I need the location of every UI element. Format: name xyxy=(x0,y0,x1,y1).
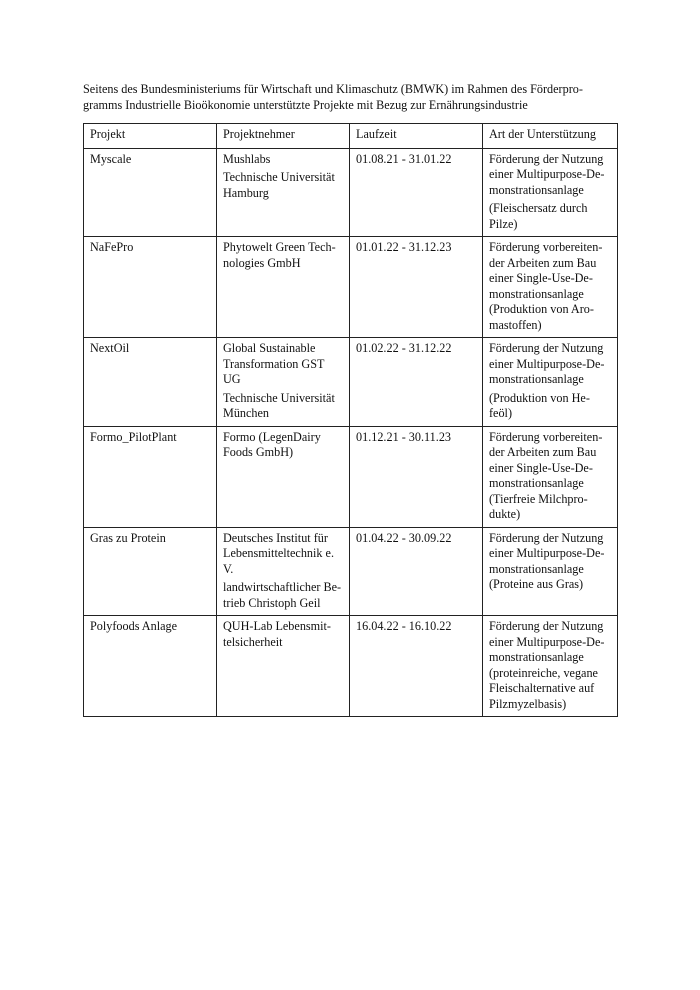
cell-text-line: Deutsches Institut für xyxy=(223,530,328,545)
cell-projektnehmer xyxy=(217,338,350,427)
table-row xyxy=(84,426,618,527)
cell-projektnehmer xyxy=(217,527,350,616)
cell-text-line: Hamburg xyxy=(223,185,269,200)
cell-text-line: der Arbeiten zum Bau xyxy=(489,255,597,270)
cell-text-line: Pilze) xyxy=(489,216,518,231)
cell-art-der-unterstuetzung xyxy=(483,426,618,527)
cell-text-line: monstrationsanlage xyxy=(489,561,584,576)
cell-text-line: einer Single-Use-De- xyxy=(489,271,593,285)
cell-text-line: Pilzmyzelbasis) xyxy=(489,696,567,711)
cell-projekt: NextOil xyxy=(84,338,217,427)
table-row xyxy=(84,148,618,237)
intro-line-1: Seitens des Bundesministeriums für Wirtschaft und Klimaschutz (BMWK) im Rahmen des Förderpro- xyxy=(83,82,583,96)
cell-text-line: UG xyxy=(223,372,241,386)
cell-text-line: telsicherheit xyxy=(223,634,283,649)
header-laufzeit: Laufzeit xyxy=(350,124,483,149)
cell-text-line: Förderung vorbereiten- xyxy=(489,429,603,444)
cell-text-line: monstrationsanlage xyxy=(489,372,584,386)
cell-text-line: einer Multipurpose-De- xyxy=(489,356,605,371)
cell-projektnehmer xyxy=(217,237,350,338)
table-header-row xyxy=(84,124,618,149)
cell-text-line: QUH-Lab Lebensmit- xyxy=(223,619,331,633)
cell-projekt: Formo_PilotPlant xyxy=(84,426,217,527)
cell-text-line: mastoffen) xyxy=(489,317,542,332)
cell-text-line: einer Multipurpose-De- xyxy=(489,167,605,181)
cell-laufzeit: 16.04.22 - 16.10.22 xyxy=(350,616,483,717)
cell-text-line: Global Sustainable xyxy=(223,341,316,355)
cell-laufzeit: 01.02.22 - 31.12.22 xyxy=(350,338,483,427)
cell-text-line: Phytowelt Green Tech- xyxy=(223,240,336,254)
cell-text-line: monstrationsanlage xyxy=(489,182,584,197)
cell-projekt: Polyfoods Anlage xyxy=(84,616,217,717)
intro-paragraph xyxy=(83,81,623,113)
table-row xyxy=(84,616,618,717)
cell-laufzeit: 01.12.21 - 30.11.23 xyxy=(350,426,483,527)
table-row xyxy=(84,338,618,427)
cell-text-line: Mushlabs xyxy=(223,151,271,166)
cell-text-line: Fleischalternative auf xyxy=(489,681,595,695)
cell-text-line: Technische Universität xyxy=(223,170,335,184)
cell-text-line: feöl) xyxy=(489,406,513,420)
header-projektnehmer: Projektnehmer xyxy=(217,124,350,149)
table-body xyxy=(84,148,618,717)
cell-text-line: (Fleischersatz durch xyxy=(489,201,588,215)
cell-text-line: der Arbeiten zum Bau xyxy=(489,445,597,459)
cell-text-line: Foods GmbH) xyxy=(223,445,294,459)
cell-text-line: Formo (LegenDairy xyxy=(223,429,321,444)
cell-projektnehmer xyxy=(217,426,350,527)
intro-line-2: gramms Industrielle Bioökonomie unterstützte Projekte mit Bezug zur Ernährungsindustrie xyxy=(83,98,528,112)
cell-text-line: monstrationsanlage xyxy=(489,286,584,301)
cell-projekt: NaFePro xyxy=(84,237,217,338)
cell-text-line: einer Single-Use-De- xyxy=(489,460,593,475)
cell-text-line: Förderung der Nutzung xyxy=(489,151,604,166)
cell-text-line: landwirtschaftlicher Be- xyxy=(223,580,342,594)
cell-text-line: Förderung der Nutzung xyxy=(489,530,604,545)
cell-text-line: Förderung der Nutzung xyxy=(489,341,604,355)
cell-projektnehmer xyxy=(217,148,350,237)
cell-text-line: (Tierfreie Milchpro- xyxy=(489,491,588,506)
cell-art-der-unterstuetzung xyxy=(483,338,618,427)
cell-text-line: V. xyxy=(223,561,234,576)
cell-text-line: Förderung vorbereiten- xyxy=(489,240,603,254)
cell-text-line: einer Multipurpose-De- xyxy=(489,634,605,649)
cell-laufzeit: 01.08.21 - 31.01.22 xyxy=(350,148,483,237)
cell-projekt: Myscale xyxy=(84,148,217,237)
cell-text-line: (Produktion von He- xyxy=(489,390,590,405)
cell-text-line: dukte) xyxy=(489,507,521,521)
cell-text-line: monstrationsanlage xyxy=(489,650,584,664)
cell-projekt: Gras zu Protein xyxy=(84,527,217,616)
cell-text-line: monstrationsanlage xyxy=(489,476,584,490)
cell-art-der-unterstuetzung xyxy=(483,237,618,338)
cell-text-line: einer Multipurpose-De- xyxy=(489,546,605,560)
cell-projektnehmer xyxy=(217,616,350,717)
cell-text-line: nologies GmbH xyxy=(223,255,301,270)
projects-table xyxy=(83,123,618,717)
header-art-der-unterstuetzung: Art der Unterstützung xyxy=(483,124,618,149)
table-row xyxy=(84,527,618,616)
cell-text-line: (Produktion von Aro- xyxy=(489,302,594,316)
cell-art-der-unterstuetzung xyxy=(483,148,618,237)
cell-text-line: Transformation GST xyxy=(223,356,325,371)
table-row xyxy=(84,237,618,338)
cell-text-line: Lebensmitteltechnik e. xyxy=(223,546,335,560)
cell-text-line: (proteinreiche, vegane xyxy=(489,665,598,680)
cell-text-line: (Proteine aus Gras) xyxy=(489,577,584,591)
cell-art-der-unterstuetzung xyxy=(483,527,618,616)
cell-text-line: München xyxy=(223,406,270,420)
cell-laufzeit: 01.01.22 - 31.12.23 xyxy=(350,237,483,338)
cell-laufzeit: 01.04.22 - 30.09.22 xyxy=(350,527,483,616)
cell-text-line: Technische Universität xyxy=(223,390,335,405)
cell-text-line: Förderung der Nutzung xyxy=(489,619,604,633)
cell-text-line: trieb Christoph Geil xyxy=(223,595,321,610)
cell-art-der-unterstuetzung xyxy=(483,616,618,717)
header-projekt: Projekt xyxy=(84,124,217,149)
